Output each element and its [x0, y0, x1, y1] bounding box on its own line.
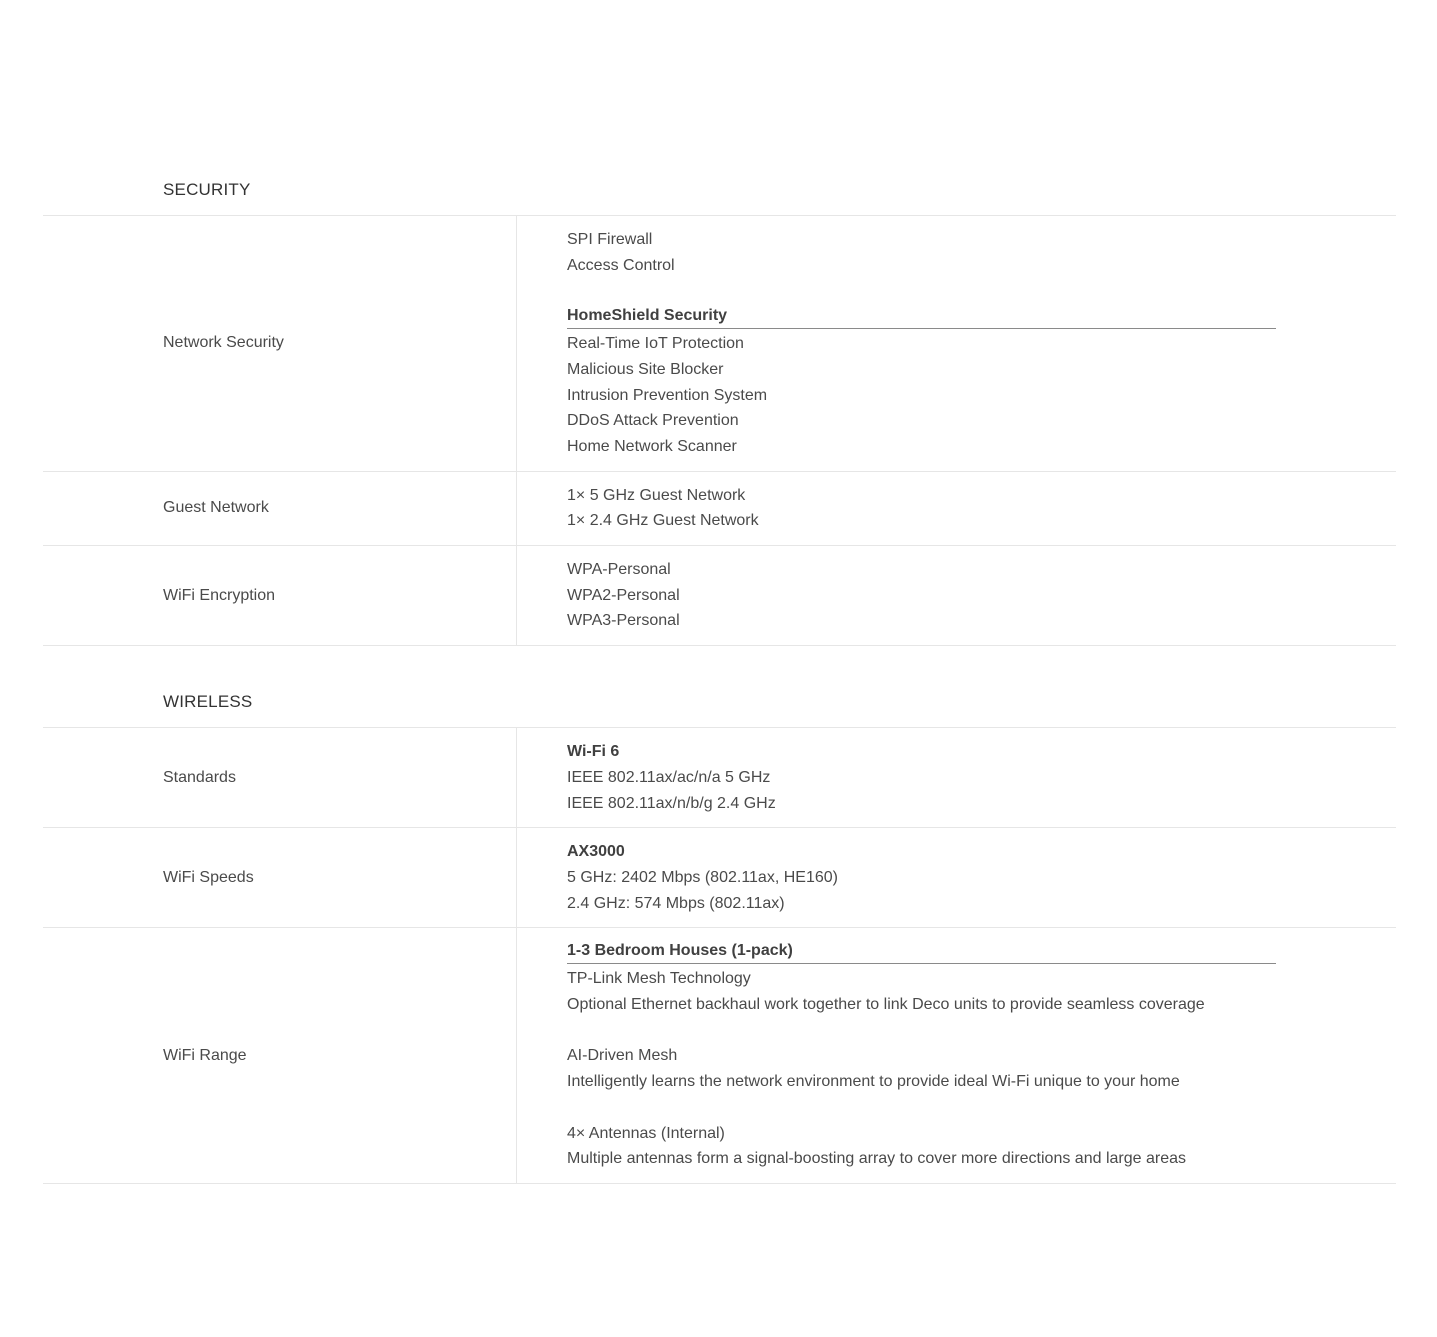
spec-value [517, 728, 1397, 828]
spec-label: Standards [43, 728, 517, 828]
spec-item: WPA2-Personal [567, 586, 680, 604]
section-title-security: SECURITY [163, 180, 251, 199]
spec-row-standards [43, 728, 1396, 828]
security-section [43, 178, 1396, 646]
spec-item: DDoS Attack Prevention [567, 412, 739, 430]
wireless-table [43, 727, 1396, 1184]
spec-value [517, 471, 1397, 545]
spec-subheading: HomeShield Security [567, 304, 1276, 329]
spec-item: Malicious Site Blocker [567, 360, 724, 378]
spec-item: Home Network Scanner [567, 437, 737, 455]
spec-row-network-security [43, 216, 1396, 472]
spec-item: 4× Antennas (Internal) [567, 1124, 725, 1142]
spec-item: Multiple antennas form a signal-boosting array to cover more directions and large areas [567, 1150, 1186, 1168]
spec-sheet [43, 0, 1396, 1184]
spec-item: IEEE 802.11ax/n/b/g 2.4 GHz [567, 794, 776, 812]
spec-item: Intrusion Prevention System [567, 386, 768, 404]
spec-label: WiFi Speeds [43, 828, 517, 928]
spec-label: Guest Network [43, 471, 517, 545]
spec-value [517, 546, 1397, 646]
spec-value [517, 216, 1397, 472]
spec-item: WPA3-Personal [567, 612, 680, 630]
spec-label: WiFi Encryption [43, 546, 517, 646]
spec-item: SPI Firewall [567, 231, 653, 248]
spec-item: WPA-Personal [567, 561, 671, 579]
spec-value [517, 828, 1397, 928]
spec-heading: Wi-Fi 6 [567, 743, 620, 761]
spec-row-wifi-speeds [43, 828, 1396, 928]
security-table [43, 215, 1396, 646]
spec-item: 1× 2.4 GHz Guest Network [567, 512, 759, 530]
spec-row-wifi-range [43, 928, 1396, 1184]
spec-item: Real-Time IoT Protection [567, 335, 744, 353]
spec-row-guest-network [43, 471, 1396, 545]
spec-label: WiFi Range [43, 928, 517, 1184]
spec-item: Optional Ethernet backhaul work together to link Deco units to provide seamless coverage [567, 996, 1205, 1014]
section-title-wireless: WIRELESS [163, 692, 253, 712]
spec-row-wifi-encryption [43, 546, 1396, 646]
spec-item: Intelligently learns the network environment to provide ideal Wi-Fi unique to your home [567, 1073, 1180, 1091]
spec-value [517, 928, 1397, 1184]
wireless-section [43, 690, 1396, 1184]
spec-item: 1× 5 GHz Guest Network [567, 486, 746, 504]
spec-subheading: 1-3 Bedroom Houses (1-pack) [567, 939, 1276, 964]
spec-item: TP-Link Mesh Technology [567, 970, 751, 988]
spec-item: IEEE 802.11ax/ac/n/a 5 GHz [567, 768, 771, 786]
spec-item: 2.4 GHz: 574 Mbps (802.11ax) [567, 894, 785, 912]
spec-item: Access Control [567, 256, 675, 274]
spec-label: Network Security [43, 216, 517, 472]
spec-heading: AX3000 [567, 843, 625, 861]
spec-item: 5 GHz: 2402 Mbps (802.11ax, HE160) [567, 868, 838, 886]
spec-item: AI-Driven Mesh [567, 1047, 678, 1065]
